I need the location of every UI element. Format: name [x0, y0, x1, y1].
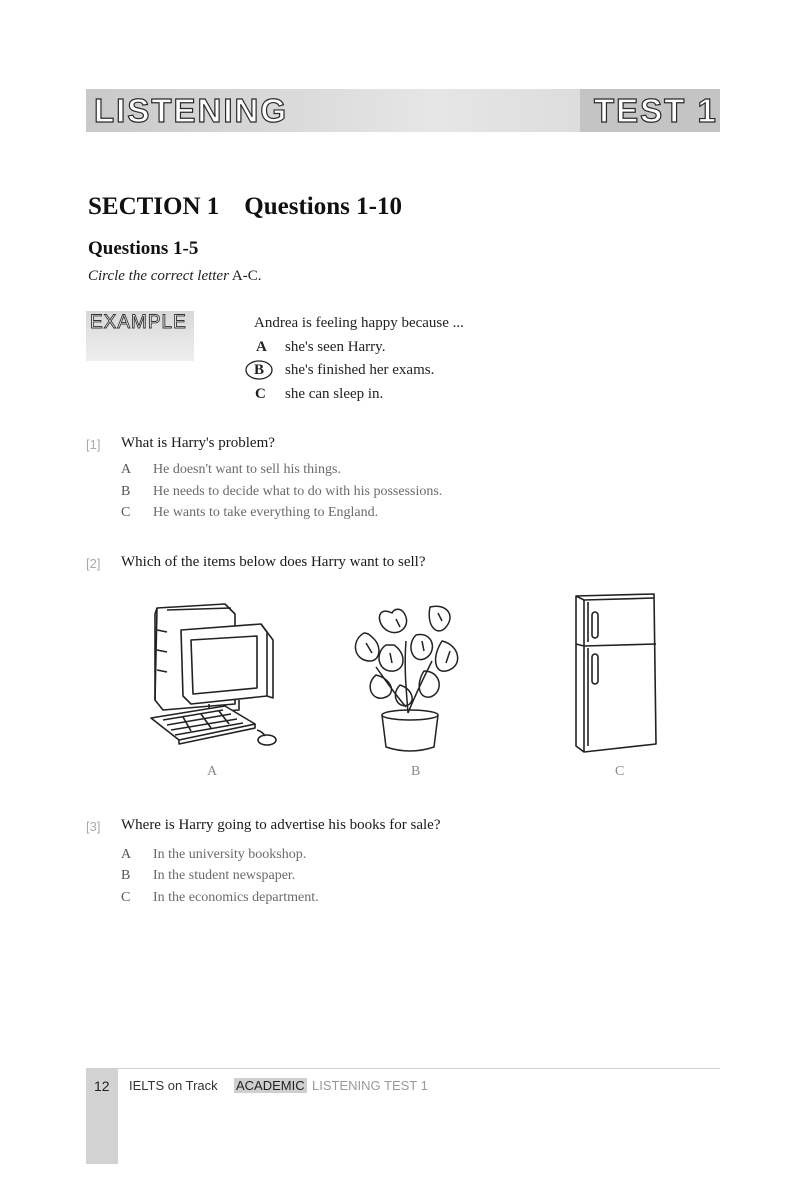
example-option-letter: A	[256, 339, 267, 355]
question-number: [3]	[86, 819, 101, 834]
question-number: [2]	[86, 556, 101, 571]
question-text: Which of the items below does Harry want to sell?	[121, 554, 426, 570]
plant-icon	[346, 597, 472, 757]
fridge-icon	[570, 590, 662, 756]
option-text: He doesn't want to sell his things.	[153, 462, 342, 477]
option-text: He wants to take everything to England.	[153, 505, 379, 520]
example-option-letter: C	[255, 386, 266, 402]
picture-label: B	[411, 764, 421, 779]
picture-label: A	[207, 764, 218, 779]
computer-icon	[143, 600, 283, 750]
question-text: Where is Harry going to advertise his books for sale?	[121, 817, 441, 833]
option-text: He needs to decide what to do with his possessions.	[153, 484, 443, 499]
example-option-text: she can sleep in.	[285, 386, 384, 402]
option-letter: C	[121, 505, 131, 520]
option-letter: B	[121, 868, 131, 883]
section-title: SECTION 1 Questions 1-10	[88, 193, 402, 220]
example-option-letter: B	[254, 362, 265, 378]
instruction	[88, 268, 261, 285]
edition-highlight: ACADEMIC	[236, 1078, 305, 1093]
example-question: Andrea is feeling happy because ...	[254, 315, 464, 331]
option-text: In the economics department.	[153, 890, 319, 905]
question-number: [1]	[86, 437, 101, 452]
option-text: In the university bookshop.	[153, 847, 307, 862]
book-title: IELTS on Track	[129, 1078, 218, 1093]
picture-label: C	[615, 764, 625, 779]
subsection-title: Questions 1-5	[88, 238, 199, 259]
header-test-label: TEST 1	[594, 92, 718, 129]
page-number: 12	[94, 1078, 110, 1094]
option-letter: C	[121, 890, 131, 905]
instruction-rest: A-C.	[228, 268, 262, 284]
edition-label	[234, 1078, 307, 1093]
instruction-italic: Circle the correct letter	[88, 268, 229, 284]
option-letter: B	[121, 484, 131, 499]
example-label: EXAMPLE	[90, 312, 187, 333]
option-letter: A	[121, 847, 132, 862]
option-letter: A	[121, 462, 132, 477]
question-text: What is Harry's problem?	[121, 435, 275, 451]
header-title: LISTENING	[94, 92, 289, 129]
example-option-text: she's finished her exams.	[285, 362, 435, 378]
footer-rule	[86, 1068, 720, 1069]
option-text: In the student newspaper.	[153, 868, 296, 883]
footer-section-label: LISTENING TEST 1	[312, 1078, 428, 1093]
example-option-text: she's seen Harry.	[285, 339, 386, 355]
